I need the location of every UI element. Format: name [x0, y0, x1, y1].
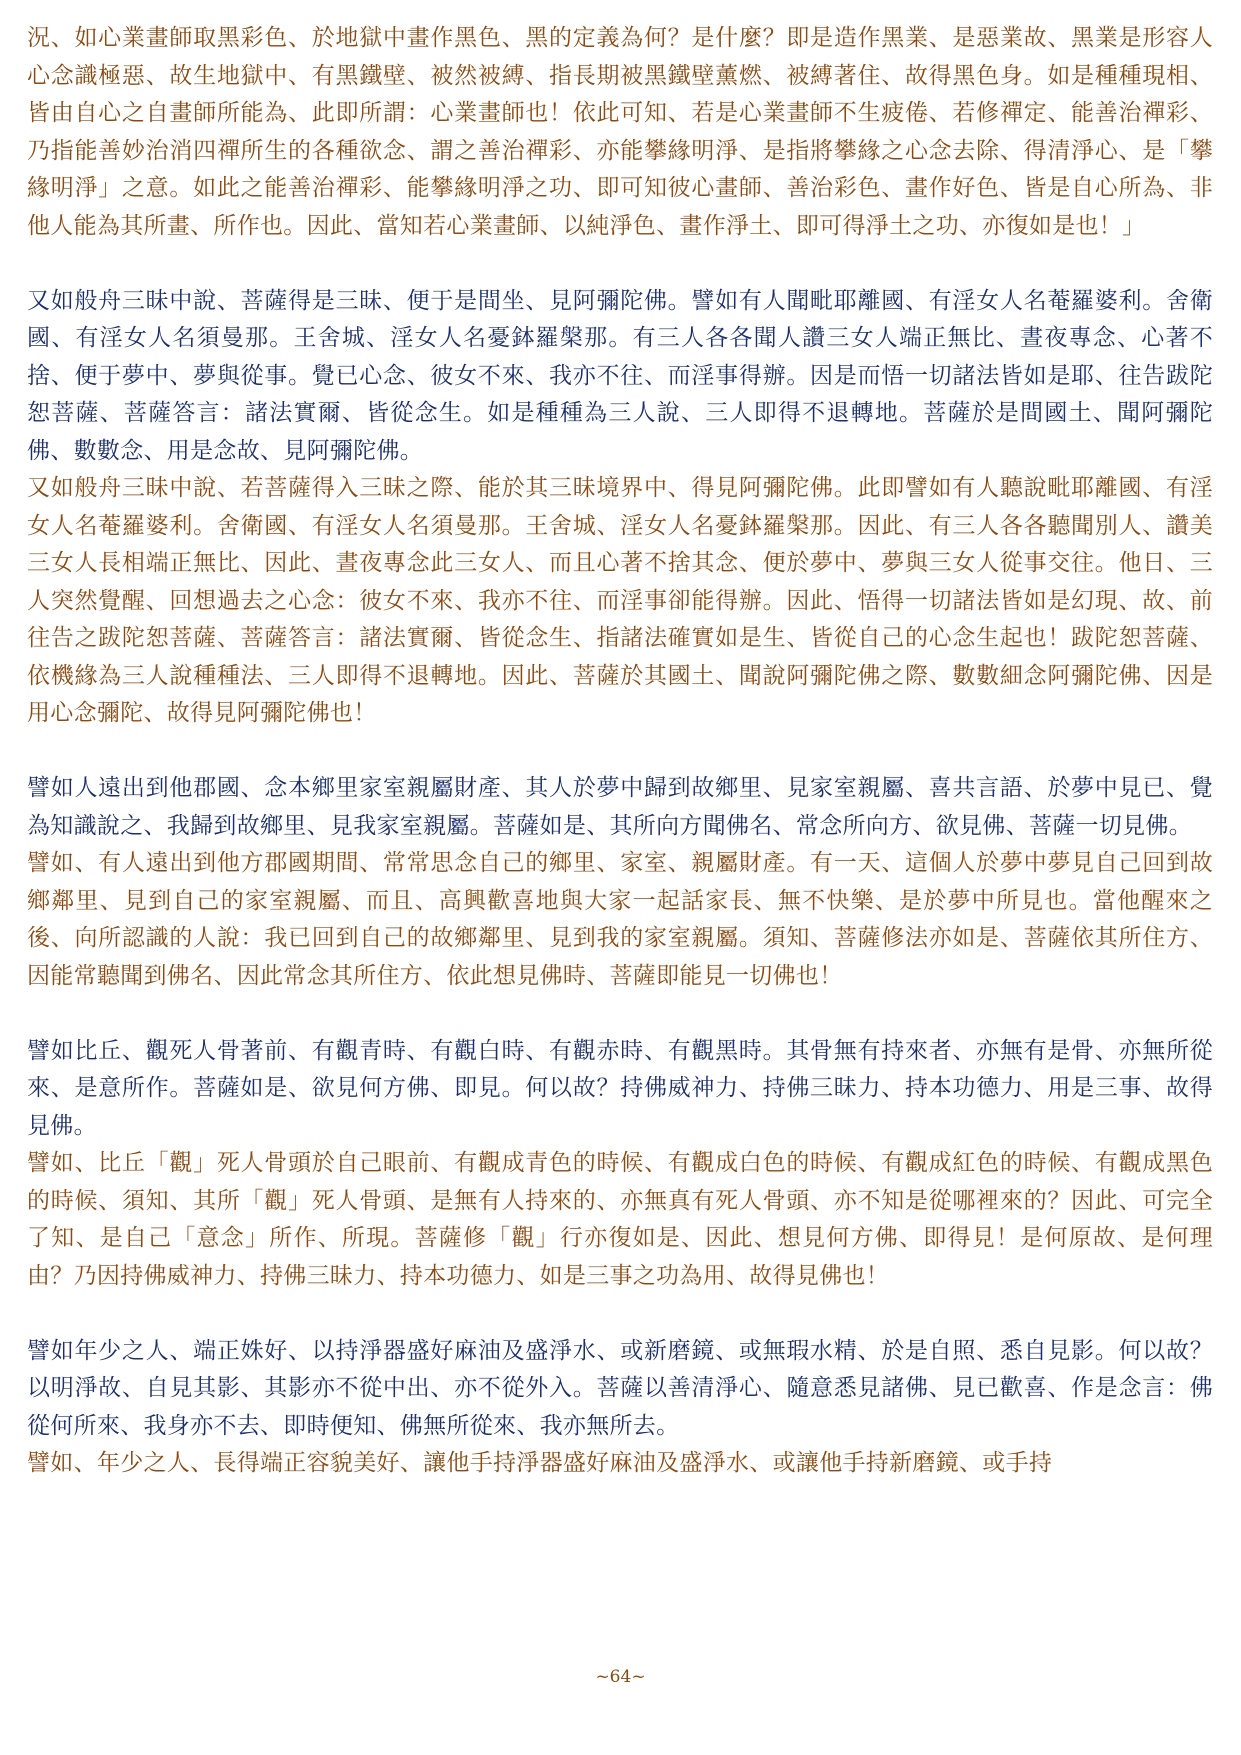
paragraph-gap — [27, 1295, 1213, 1333]
sutra-paragraph-4: 譬如比丘、觀死人骨著前、有觀青時、有觀白時、有觀赤時、有觀黑時。其骨無有持來者、亦無有是骨、亦無所從來、是意所作。菩薩如是、欲見何方佛、即見。何以故？持佛威神力、持佛三昧力、持本功德力、用是三事、故得見佛。 — [27, 1037, 1213, 1139]
paragraph-gap — [27, 245, 1213, 283]
sutra-paragraph-5: 譬如年少之人、端正姝好、以持淨器盛好麻油及盛淨水、或新磨鏡、或無瑕水精、於是自照、悉自見影。何以故？以明淨故、自見其影、其影亦不從中出、亦不從外入。菩薩以善清淨心、隨意悉見諸佛、見已歡喜、作是念言：佛從何所來、我身亦不去、即時便知、佛無所從來、我亦無所去。 — [27, 1337, 1213, 1439]
explanation-paragraph-3: 譬如、有人遠出到他方郡國期間、常常思念自己的鄉里、家室、親屬財產。有一天、這個人於夢中夢見自己回到故鄉鄰里、見到自己的家室親屬、而且、高興歡喜地與大家一起話家長、無不快樂、是於夢中所見也。當他醒來之後、向所認識的人說：我已回到自己的故鄉鄰里、見到我的家室親屬。須知、菩薩修法亦如是、菩薩依其所住方、因能常聽聞到佛名、因此常念其所住方、依此想見佛時、菩薩即能見一切佛也！ — [27, 850, 1213, 989]
explanation-paragraph-2: 又如般舟三昧中說、若菩薩得入三昧之際、能於其三昧境界中、得見阿彌陀佛。此即譬如有人聽說毗耶離國、有淫女人名菴羅婆利。舍衛國、有淫女人名須曼那。王舍城、淫女人名憂鉢羅槃那。因此、有三人各各聽聞別人、讚美三女人長相端正無比、因此、晝夜專念此三女人、而且心著不捨其念、便於夢中、夢與三女人從事交往。他日、三人突然覺醒、回想過去之心念：彼女不來、我亦不往、而淫事卻能得辦。因此、悟得一切諸法皆如是幻現、故、前往告之跋陀恕菩薩、菩薩答言：諸法實爾、皆從念生、指諸法確實如是生、皆從自己的心念生起也！跋陀恕菩薩、依機緣為三人說種種法、三人即得不退轉地。因此、菩薩於其國土、聞說阿彌陀佛之際、數數細念阿彌陀佛、因是用心念彌陀、故得見阿彌陀佛也！ — [27, 475, 1213, 726]
explanation-paragraph-4: 譬如、比丘「觀」死人骨頭於自己眼前、有觀成青色的時候、有觀成白色的時候、有觀成紅色的時候、有觀成黑色的時候、須知、其所「觀」死人骨頭、是無有人持來的、亦無真有死人骨頭、亦不知是從哪裡來的？因此、可完全了知、是自己「意念」所作、所現。菩薩修「觀」行亦復如是、因此、想見何方佛、即得見！是何原故、是何理由？乃因持佛威神力、持佛三昧力、持本功德力、如是三事之功為用、故得見佛也！ — [27, 1150, 1213, 1289]
explanation-paragraph-5: 譬如、年少之人、長得端正容貌美好、讓他手持淨器盛好麻油及盛淨水、或讓他手持新磨鏡、或手持 — [27, 1450, 1053, 1476]
document-body — [27, 20, 1213, 1483]
sutra-paragraph-2: 又如般舟三昧中說、菩薩得是三昧、便于是間坐、見阿彌陀佛。譬如有人聞毗耶離國、有淫女人名菴羅婆利。舍衛國、有淫女人名須曼那。王舍城、淫女人名憂鉢羅槃那。有三人各各聞人讚三女人端正無比、晝夜專念、心著不捨、便于夢中、夢與從事。覺已心念、彼女不來、我亦不往、而淫事得辦。因是而悟一切諸法皆如是耶、往告跋陀恕菩薩、菩薩答言：諸法實爾、皆從念生。如是種種為三人說、三人即得不退轉地。菩薩於是間國土、聞阿彌陀佛、數數念、用是念故、見阿彌陀佛。 — [27, 287, 1213, 464]
sutra-paragraph-3: 譬如人遠出到他郡國、念本鄉里家室親屬財產、其人於夢中歸到故鄉里、見家室親屬、喜共言語、於夢中見已、覺為知識說之、我歸到故鄉里、見我家室親屬。菩薩如是、其所向方聞佛名、常念所向方、欲見佛、菩薩一切見佛。 — [27, 775, 1213, 839]
page-number: ~64~ — [595, 1667, 646, 1687]
paragraph-gap — [27, 733, 1213, 771]
explanation-paragraph-1: 況、如心業畫師取黑彩色、於地獄中畫作黑色、黑的定義為何？是什麼？即是造作黑業、是惡業故、黑業是形容人心念識極惡、故生地獄中、有黑鐵壁、被然被縛、指長期被黑鐵壁薰燃、被縛著住、故得黑色身。如是種種現相、皆由自心之自畫師所能為、此即所謂：心業畫師也！依此可知、若是心業畫師不生疲倦、若修禪定、能善治禪彩、乃指能善妙治消四禪所生的各種欲念、謂之善治禪彩、亦能攀緣明淨、是指將攀緣之心念去除、得清淨心、是「攀緣明淨」之意。如此之能善治禪彩、能攀緣明淨之功、即可知彼心畫師、善治彩色、畫作好色、皆是自心所為、非他人能為其所畫、所作也。因此、當知若心業畫師、以純淨色、畫作淨土、即可得淨土之功、亦復如是也！」 — [27, 25, 1213, 239]
paragraph-gap — [27, 995, 1213, 1033]
